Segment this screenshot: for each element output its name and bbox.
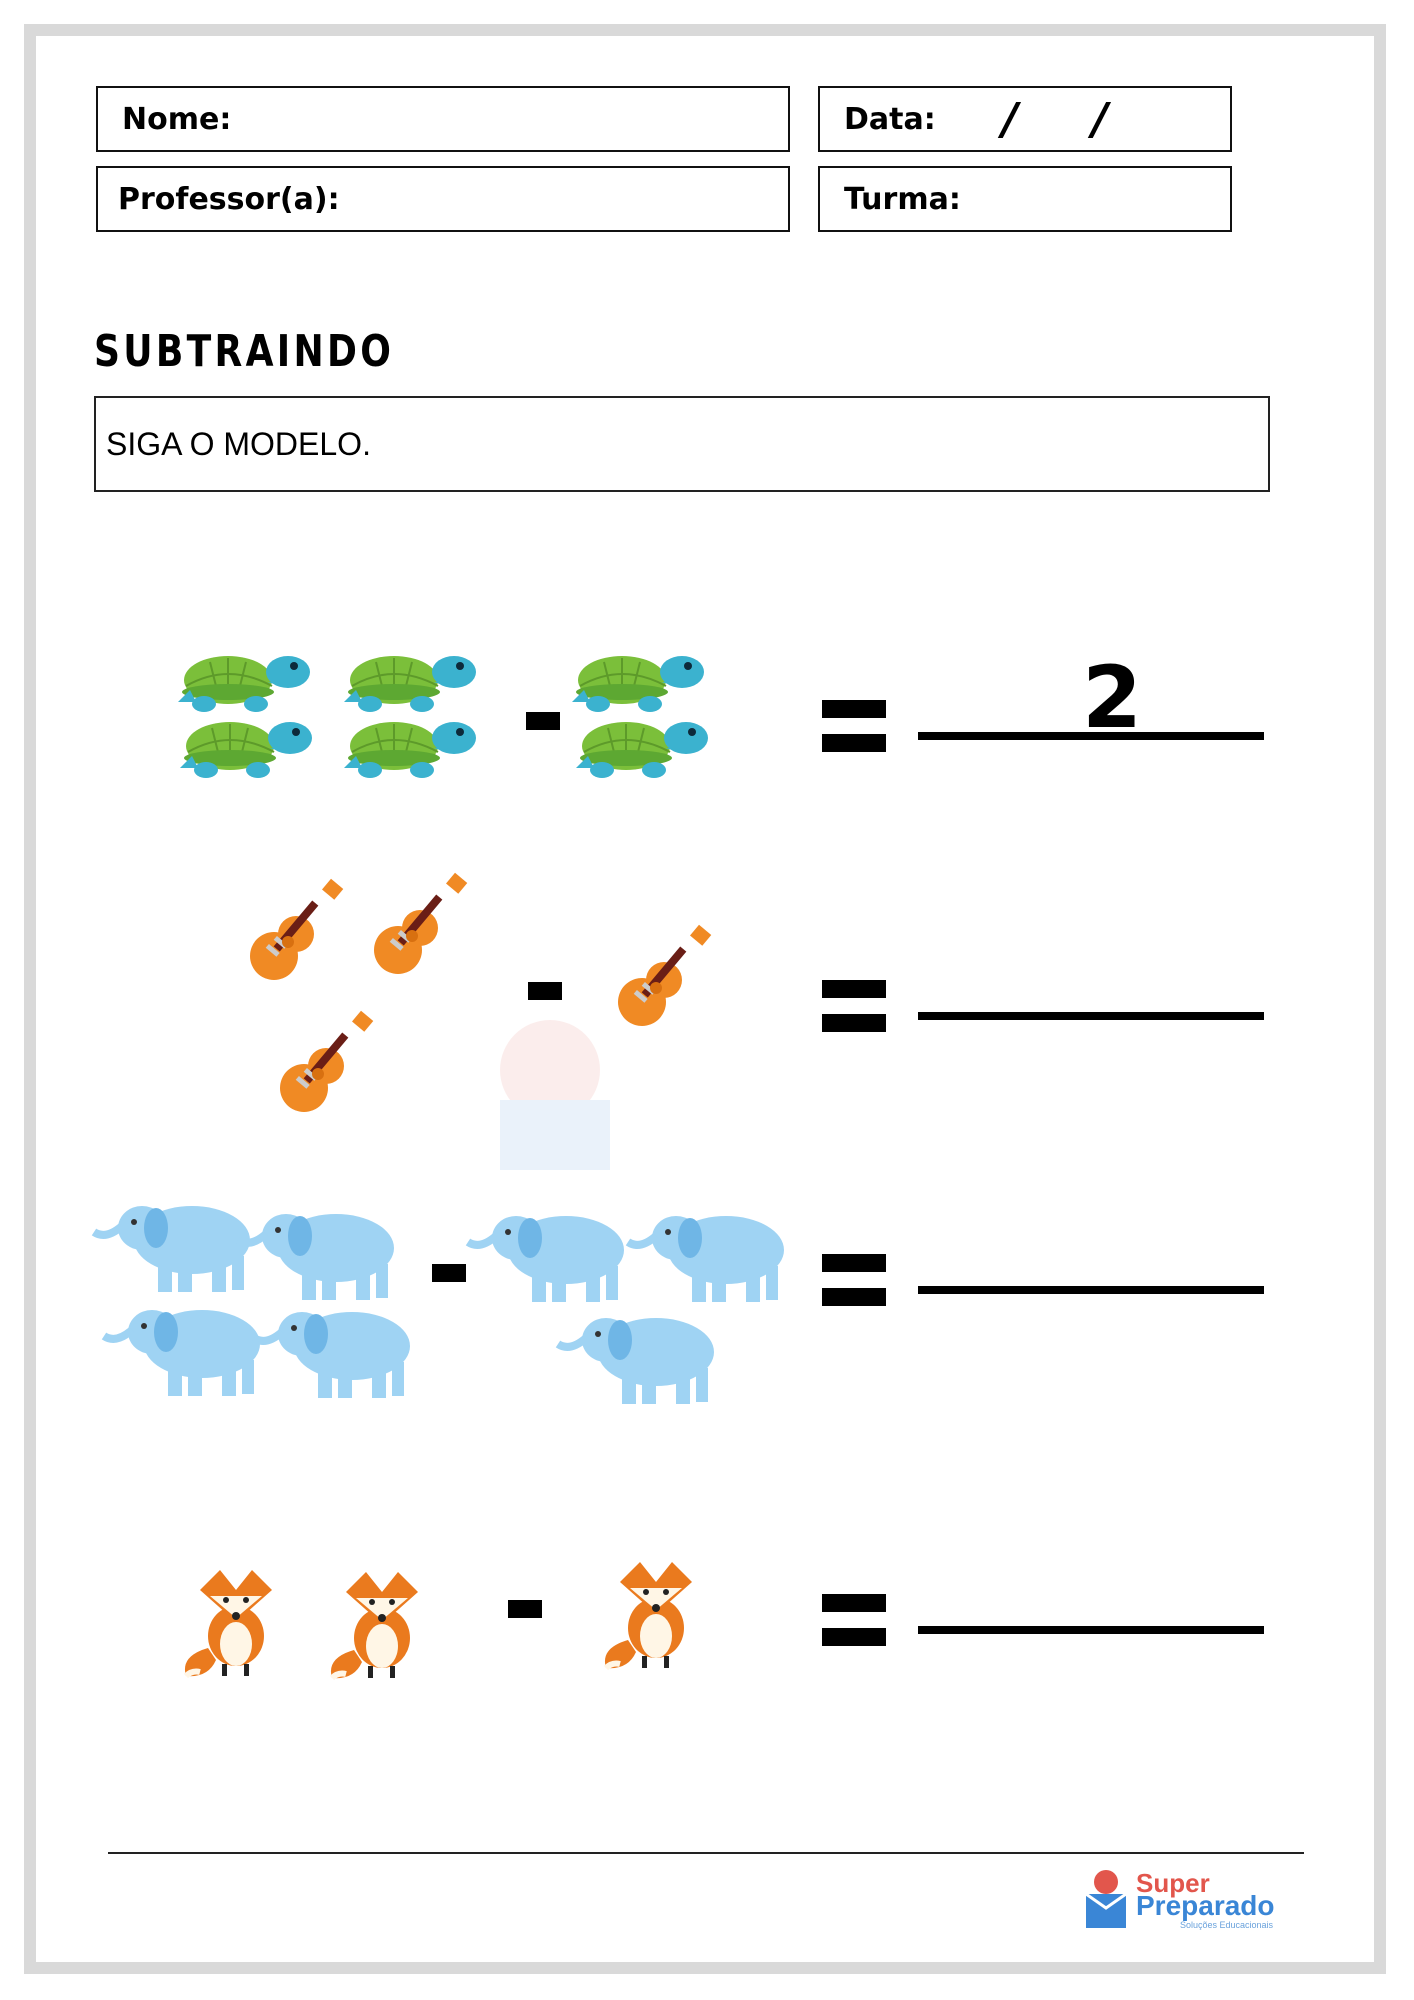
- exercise-row: [94, 1206, 1264, 1404]
- elephant-icon: [254, 1312, 410, 1398]
- turtle-icon: [344, 722, 476, 778]
- turtle-icon: [576, 722, 708, 778]
- equals-sign: [822, 1254, 886, 1306]
- logo-line1: Super: [1136, 1868, 1210, 1898]
- fox-icon: [331, 1572, 418, 1678]
- answer-line[interactable]: [918, 1012, 1264, 1020]
- brand-logo: [1080, 1868, 1280, 1932]
- minus-sign: [528, 982, 562, 1000]
- turtle-icon: [572, 656, 704, 712]
- equals-sign: [822, 1594, 886, 1646]
- equals-sign: [822, 700, 886, 752]
- turtle-icon: [344, 656, 476, 712]
- teacher-label: Professor(a):: [118, 181, 340, 217]
- date-label: Data:: [844, 101, 936, 137]
- elephant-icon: [94, 1206, 250, 1292]
- elephant-icon: [238, 1214, 394, 1300]
- fox-icon: [605, 1562, 692, 1668]
- guitar-icon: [250, 879, 343, 980]
- instruction-text: SIGA O MODELO.: [106, 425, 371, 462]
- elephant-icon: [468, 1216, 624, 1302]
- section-title: SUBTRAINDO: [94, 326, 395, 377]
- logo-line2: Preparado: [1136, 1890, 1275, 1921]
- turtle-icon: [180, 722, 312, 778]
- equals-sign: [822, 980, 886, 1032]
- answer-value: 2: [1082, 648, 1142, 748]
- minus-sign: [526, 712, 560, 730]
- guitar-icon: [280, 1011, 373, 1112]
- exercise-row: [185, 1562, 1264, 1678]
- minus-sign: [508, 1600, 542, 1618]
- elephant-icon: [558, 1318, 714, 1404]
- name-label: Nome:: [122, 101, 232, 137]
- elephant-icon: [628, 1216, 784, 1302]
- footer-divider: [108, 1852, 1304, 1854]
- minus-sign: [432, 1264, 466, 1282]
- logo-tagline: Soluções Educacionais: [1180, 1920, 1274, 1930]
- guitar-icon: [374, 873, 467, 974]
- fox-icon: [185, 1570, 272, 1676]
- date-separator: /: [1002, 94, 1019, 145]
- class-label: Turma:: [844, 181, 961, 217]
- elephant-icon: [104, 1310, 260, 1396]
- guitar-icon: [618, 925, 711, 1026]
- answer-line[interactable]: [918, 1286, 1264, 1294]
- mascot-icon: [1080, 1868, 1132, 1932]
- exercise-row: [250, 873, 1264, 1112]
- answer-line[interactable]: [918, 1626, 1264, 1634]
- turtle-icon: [178, 656, 310, 712]
- date-separator: /: [1092, 94, 1109, 145]
